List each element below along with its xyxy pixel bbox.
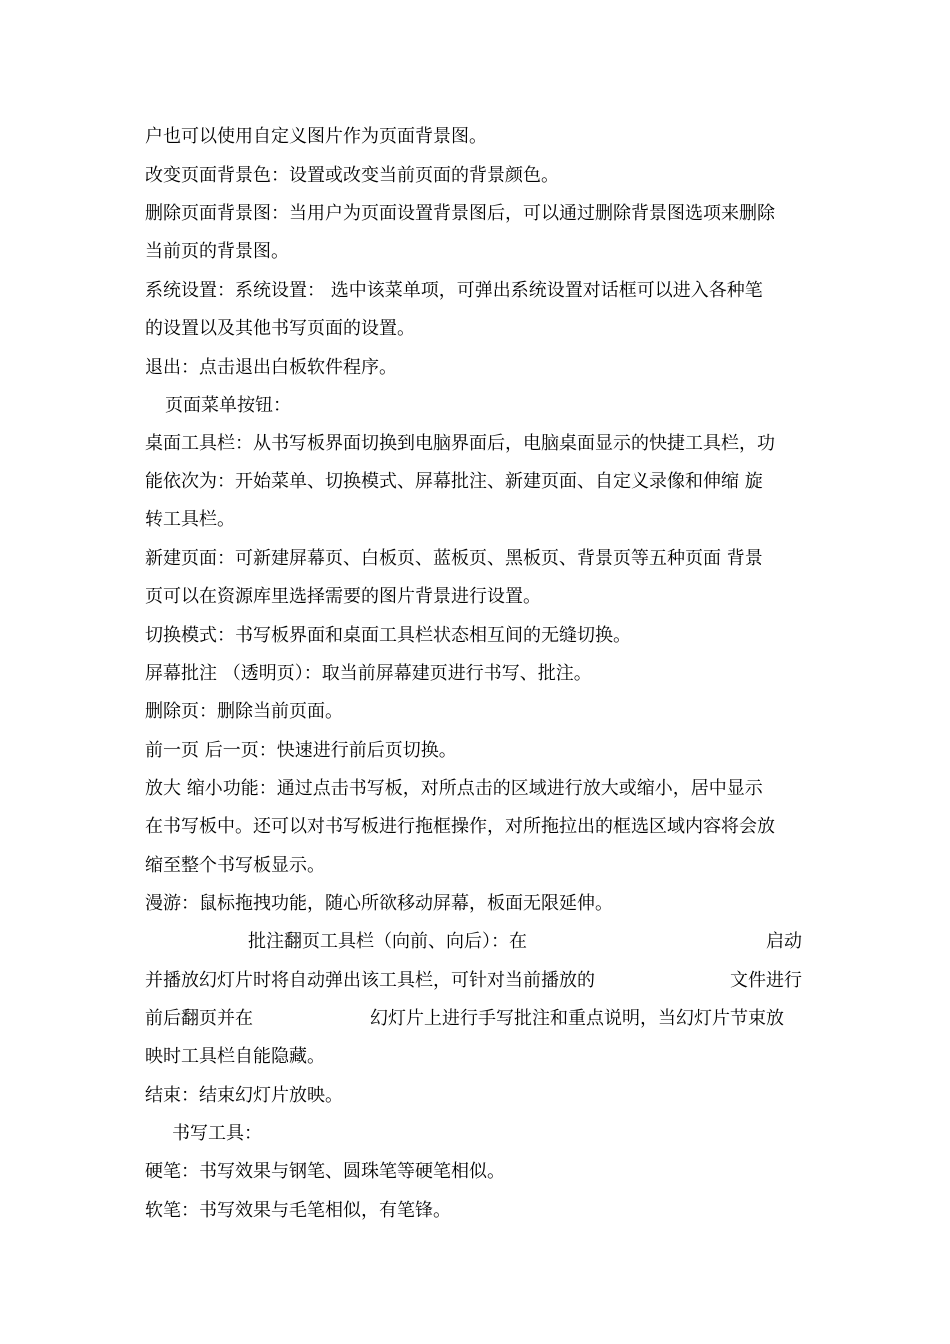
text-line: 当前页的背景图。 [145, 241, 289, 262]
text-line: 能依次为：开始菜单、切换模式、屏幕批注、新建页面、自定义录像和伸缩 旋 [145, 471, 763, 492]
text-line: 放大 缩小功能：通过点击书写板，对所点击的区域进行放大或缩小，居中显示 [145, 778, 763, 799]
text-line: 桌面工具栏：从书写板界面切换到电脑界面后，电脑桌面显示的快捷工具栏，功 [145, 433, 775, 454]
text-fragment: 批注翻页工具栏（向前、向后）：在 [248, 931, 527, 952]
text-line: 户也可以使用自定义图片作为页面背景图。 [145, 126, 487, 147]
text-line: 软笔：书写效果与毛笔相似，有笔锋。 [145, 1200, 451, 1221]
section-heading: 书写工具： [172, 1123, 262, 1144]
text-line: 切换模式：书写板界面和桌面工具栏状态相互间的无缝切换。 [145, 625, 631, 646]
section-heading: 页面菜单按钮： [165, 395, 291, 416]
text-line: 系统设置：系统设置： 选中该菜单项，可弹出系统设置对话框可以进入各种笔 [145, 280, 763, 301]
text-line: 缩至整个书写板显示。 [145, 855, 325, 876]
text-line: 结束：结束幻灯片放映。 [145, 1085, 343, 1106]
text-fragment: 并播放幻灯片时将自动弹出该工具栏，可针对当前播放的 [145, 970, 595, 991]
text-line: 新建页面：可新建屏幕页、白板页、蓝板页、黑板页、背景页等五种页面 背景 [145, 548, 763, 569]
text-line: 漫游：鼠标拖拽功能，随心所欲移动屏幕，板面无限延伸。 [145, 893, 613, 914]
text-line: 删除页：删除当前页面。 [145, 701, 343, 722]
text-fragment: 启动 [766, 931, 802, 952]
text-fragment: 前后翻页并在 [145, 1008, 253, 1029]
text-line: 屏幕批注 （透明页）：取当前屏幕建页进行书写、批注。 [145, 663, 592, 684]
text-line: 改变页面背景色：设置或改变当前页面的背景颜色。 [145, 165, 559, 186]
text-fragment: 文件进行 [730, 970, 802, 991]
text-line: 退出：点击退出白板软件程序。 [145, 357, 397, 378]
text-line: 硬笔：书写效果与钢笔、圆珠笔等硬笔相似。 [145, 1161, 505, 1182]
text-line: 在书写板中。还可以对书写板进行拖框操作，对所拖拉出的框选区域内容将会放 [145, 816, 775, 837]
text-line: 删除页面背景图：当用户为页面设置背景图后，可以通过删除背景图选项来删除 [145, 203, 775, 224]
text-line: 前一页 后一页：快速进行前后页切换。 [145, 740, 457, 761]
text-line: 映时工具栏自能隐藏。 [145, 1046, 325, 1067]
text-line: 转工具栏。 [145, 509, 235, 530]
text-line: 页可以在资源库里选择需要的图片背景进行设置。 [145, 586, 541, 607]
text-line: 的设置以及其他书写页面的设置。 [145, 318, 415, 339]
text-fragment: 幻灯片上进行手写批注和重点说明，当幻灯片节束放 [370, 1008, 784, 1029]
